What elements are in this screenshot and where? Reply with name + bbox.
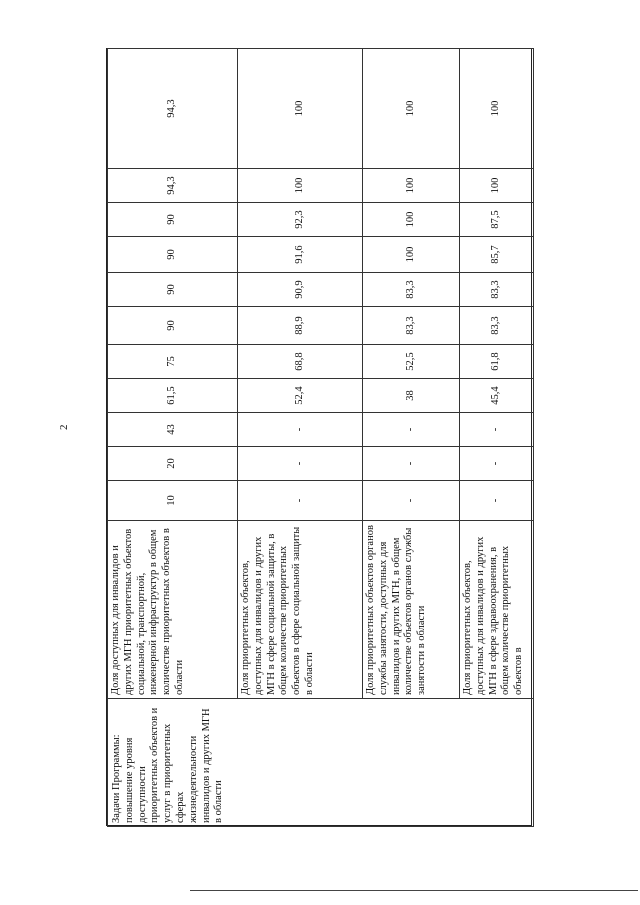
value-cell: 100 xyxy=(460,49,534,169)
value-cell: 92,3 xyxy=(238,203,363,237)
value-cell: - xyxy=(363,447,460,481)
value-cell: 94,3 xyxy=(108,49,238,169)
value-cell: 100 xyxy=(363,203,460,237)
value-cell: 61,8 xyxy=(460,345,534,379)
value-cell: 87,5 xyxy=(460,203,534,237)
value-cell: 61,5 xyxy=(108,379,238,413)
value-cell: 100 xyxy=(238,49,363,169)
value-cell: - xyxy=(460,481,534,521)
value-cell: 43 xyxy=(108,413,238,447)
value-cell: 83,3 xyxy=(363,273,460,307)
value-cell: 83,3 xyxy=(460,273,534,307)
value-cell: - xyxy=(460,413,534,447)
table-row xyxy=(108,49,238,827)
value-cell: 94,3 xyxy=(108,169,238,203)
value-cell: 52,5 xyxy=(363,345,460,379)
value-cell: - xyxy=(363,481,460,521)
value-cell: 45,4 xyxy=(460,379,534,413)
value-cell: 38 xyxy=(363,379,460,413)
value-cell: 100 xyxy=(363,237,460,273)
value-cell: - xyxy=(238,447,363,481)
value-cell: 100 xyxy=(238,169,363,203)
value-cell: 100 xyxy=(363,49,460,169)
value-cell: 90 xyxy=(108,307,238,345)
bottom-divider xyxy=(190,890,638,891)
indicator-table-frame xyxy=(106,48,532,826)
value-cell: 100 xyxy=(460,169,534,203)
value-cell: - xyxy=(363,413,460,447)
value-cell: 91,6 xyxy=(238,237,363,273)
value-cell: 20 xyxy=(108,447,238,481)
rotated-table-container xyxy=(107,49,533,827)
value-cell: 90,9 xyxy=(238,273,363,307)
value-cell: 90 xyxy=(108,273,238,307)
indicator-cell: Доля доступных для инвалидов и других МГН приоритетных объектов социальной, транспортной, инженерной инфраструктур в общем количестве приоритетных объектов в области xyxy=(108,521,238,699)
page-number: 2 xyxy=(58,424,70,430)
indicator-cell: Доля приоритетных объектов, доступных для инвалидов и других МГН в сфере социальной защиты, в общем количестве приоритетных объектов в сфере социальной защиты в области xyxy=(238,521,363,699)
indicator-cell: Доля приоритетных объектов, доступных для инвалидов и других МГН в сфере здравоохранения, в общем количестве приоритетных объектов в xyxy=(460,521,534,699)
value-cell: 75 xyxy=(108,345,238,379)
value-cell: - xyxy=(238,413,363,447)
value-cell: 90 xyxy=(108,203,238,237)
value-cell: 83,3 xyxy=(460,307,534,345)
value-cell: 68,8 xyxy=(238,345,363,379)
indicator-table xyxy=(107,48,534,827)
value-cell: 10 xyxy=(108,481,238,521)
value-cell: 83,3 xyxy=(363,307,460,345)
value-cell: 90 xyxy=(108,237,238,273)
indicator-cell: Доля приоритетных объектов органов службы занятости, доступных для инвалидов и других МГН, в общем количестве объектов органов службы занятости в области xyxy=(363,521,460,699)
value-cell: - xyxy=(460,447,534,481)
value-cell: 88,9 xyxy=(238,307,363,345)
task-cell: Задачи Программы: повышение уровня доступности приоритетных объектов и услуг в приоритетных сферах жизнедеятельности инвалидов и других МГН в области xyxy=(108,699,534,827)
value-cell: - xyxy=(238,481,363,521)
value-cell: 85,7 xyxy=(460,237,534,273)
value-cell: 100 xyxy=(363,169,460,203)
value-cell: 52,4 xyxy=(238,379,363,413)
